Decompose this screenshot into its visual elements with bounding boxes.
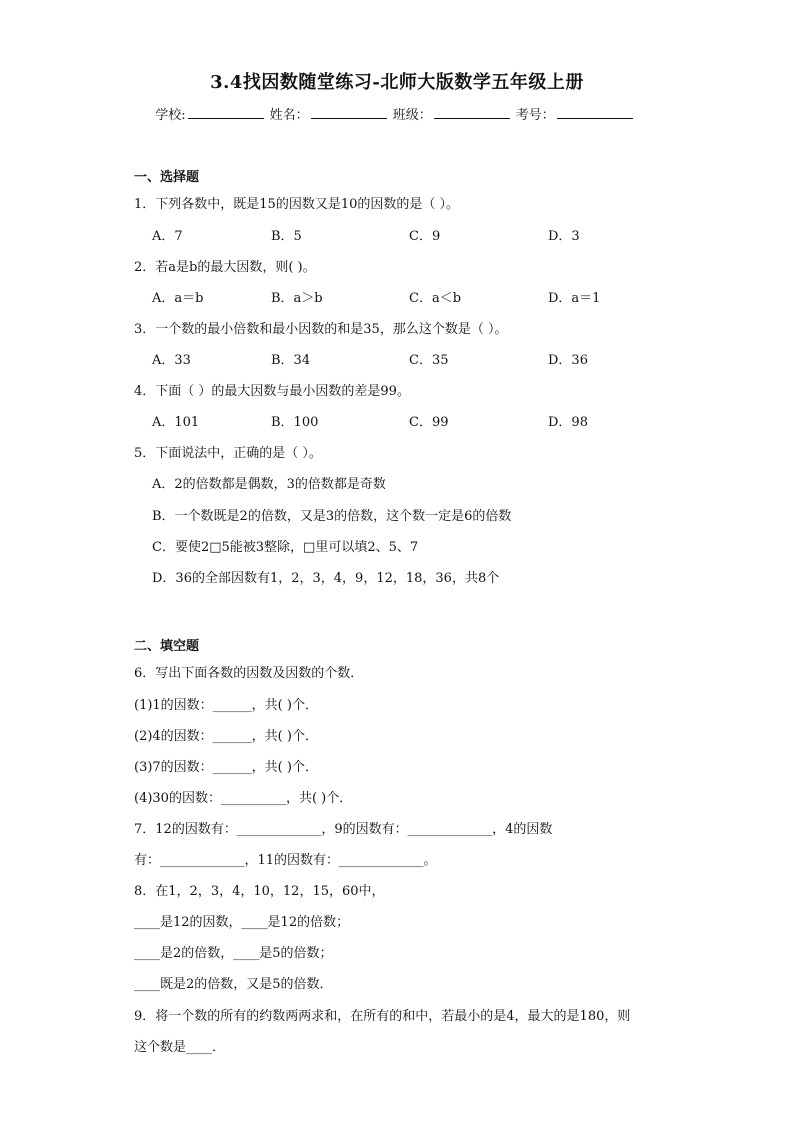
question-8-line-3: ____是2的倍数，____是5的倍数； — [134, 946, 333, 961]
question-6-line-3: (3)7的因数：______，共( )个． — [134, 760, 318, 775]
question-2-option-c: C．a＜b — [409, 291, 462, 306]
question-1-option-a: A．7 — [152, 229, 183, 244]
question-3-option-d: D．36 — [548, 353, 588, 368]
question-5-option-b: B．一个数既是2的倍数，又是3的倍数，这个数一定是6的倍数 — [152, 509, 512, 524]
question-2-option-b: B．a＞b — [271, 291, 323, 306]
question-3-options — [152, 349, 712, 367]
class-blank[interactable] — [434, 104, 510, 119]
name-field — [270, 104, 387, 123]
school-blank[interactable] — [188, 104, 264, 119]
question-7-line-1: 7．12的因数有：_____________，9的因数有：_____________，4的因数 — [134, 822, 553, 837]
question-4-options — [152, 411, 712, 429]
question-1-option-b: B．5 — [271, 229, 302, 244]
question-2-option-a: A．a＝b — [152, 291, 204, 306]
question-2-options — [152, 287, 712, 305]
question-2-option-d: D．a＝1 — [548, 291, 601, 306]
question-6-stem: 6．写出下面各数的因数及因数的个数． — [134, 666, 364, 681]
question-6-line-1: (1)1的因数：______，共( )个． — [134, 698, 318, 713]
question-4-option-b: B．100 — [271, 415, 319, 430]
student-info-row — [0, 104, 794, 123]
class-field — [393, 104, 510, 123]
question-1-stem: 1．下列各数中，既是15的因数又是10的因数的是（ ）。 — [134, 197, 459, 212]
question-5-option-d: D．36的全部因数有1，2，3，4，9，12，18，36，共8个 — [152, 571, 500, 586]
question-3-option-c: C．35 — [409, 353, 449, 368]
question-8-line-2: ____是12的因数，____是12的倍数； — [134, 915, 350, 930]
question-9-line-2: 这个数是____． — [134, 1040, 226, 1055]
section-heading-choice: 一、选择题 — [134, 170, 200, 185]
question-1-option-c: C．9 — [409, 229, 441, 244]
question-5-option-a: A．2的倍数都是偶数，3的倍数都是奇数 — [152, 477, 386, 492]
exam-number-field — [516, 104, 633, 123]
section-heading-fill: 二、填空题 — [134, 639, 200, 654]
question-5-stem: 5．下面说法中，正确的是（ ）。 — [134, 446, 322, 461]
class-label: 班级： — [392, 108, 432, 123]
question-5-option-c: C．要使2□5能被3整除，□里可以填2、5、7 — [152, 540, 419, 555]
question-1-option-d: D．3 — [548, 229, 580, 244]
school-field — [155, 104, 263, 123]
question-1-options — [152, 225, 712, 243]
question-4-option-d: D．98 — [548, 415, 588, 430]
question-8-line-4: ____既是2的倍数，又是5的倍数． — [134, 977, 333, 992]
question-7-line-2: 有：_____________，11的因数有：_____________。 — [134, 853, 437, 868]
question-4-option-c: C．99 — [409, 415, 449, 430]
question-4-stem: 4．下面（ ）的最大因数与最小因数的差是99。 — [134, 384, 410, 399]
question-2-stem: 2．若a是b的最大因数，则( )。 — [134, 260, 316, 275]
question-3-option-b: B．34 — [271, 353, 311, 368]
question-4-option-a: A．101 — [152, 415, 200, 430]
exam-number-label: 考号： — [515, 108, 555, 123]
page-title: 3.4找因数随堂练习-北师大版数学五年级上册 — [210, 72, 584, 93]
question-6-line-4: (4)30的因数：__________，共( )个． — [134, 791, 353, 806]
question-3-stem: 3．一个数的最小倍数和最小因数的和是35，那么这个数是（ ）。 — [134, 322, 508, 337]
school-label: 学校: — [155, 108, 186, 123]
question-9-line-1: 9．将一个数的所有的约数两两求和，在所有的和中，若最小的是4，最大的是180，则 — [134, 1009, 631, 1024]
exam-number-blank[interactable] — [557, 104, 633, 119]
question-8-line-1: 8．在1，2，3，4，10，12，15，60中， — [134, 884, 385, 899]
question-6-line-2: (2)4的因数：______，共( )个． — [134, 729, 318, 744]
name-blank[interactable] — [311, 104, 387, 119]
name-label: 姓名： — [269, 108, 309, 123]
question-3-option-a: A．33 — [152, 353, 191, 368]
